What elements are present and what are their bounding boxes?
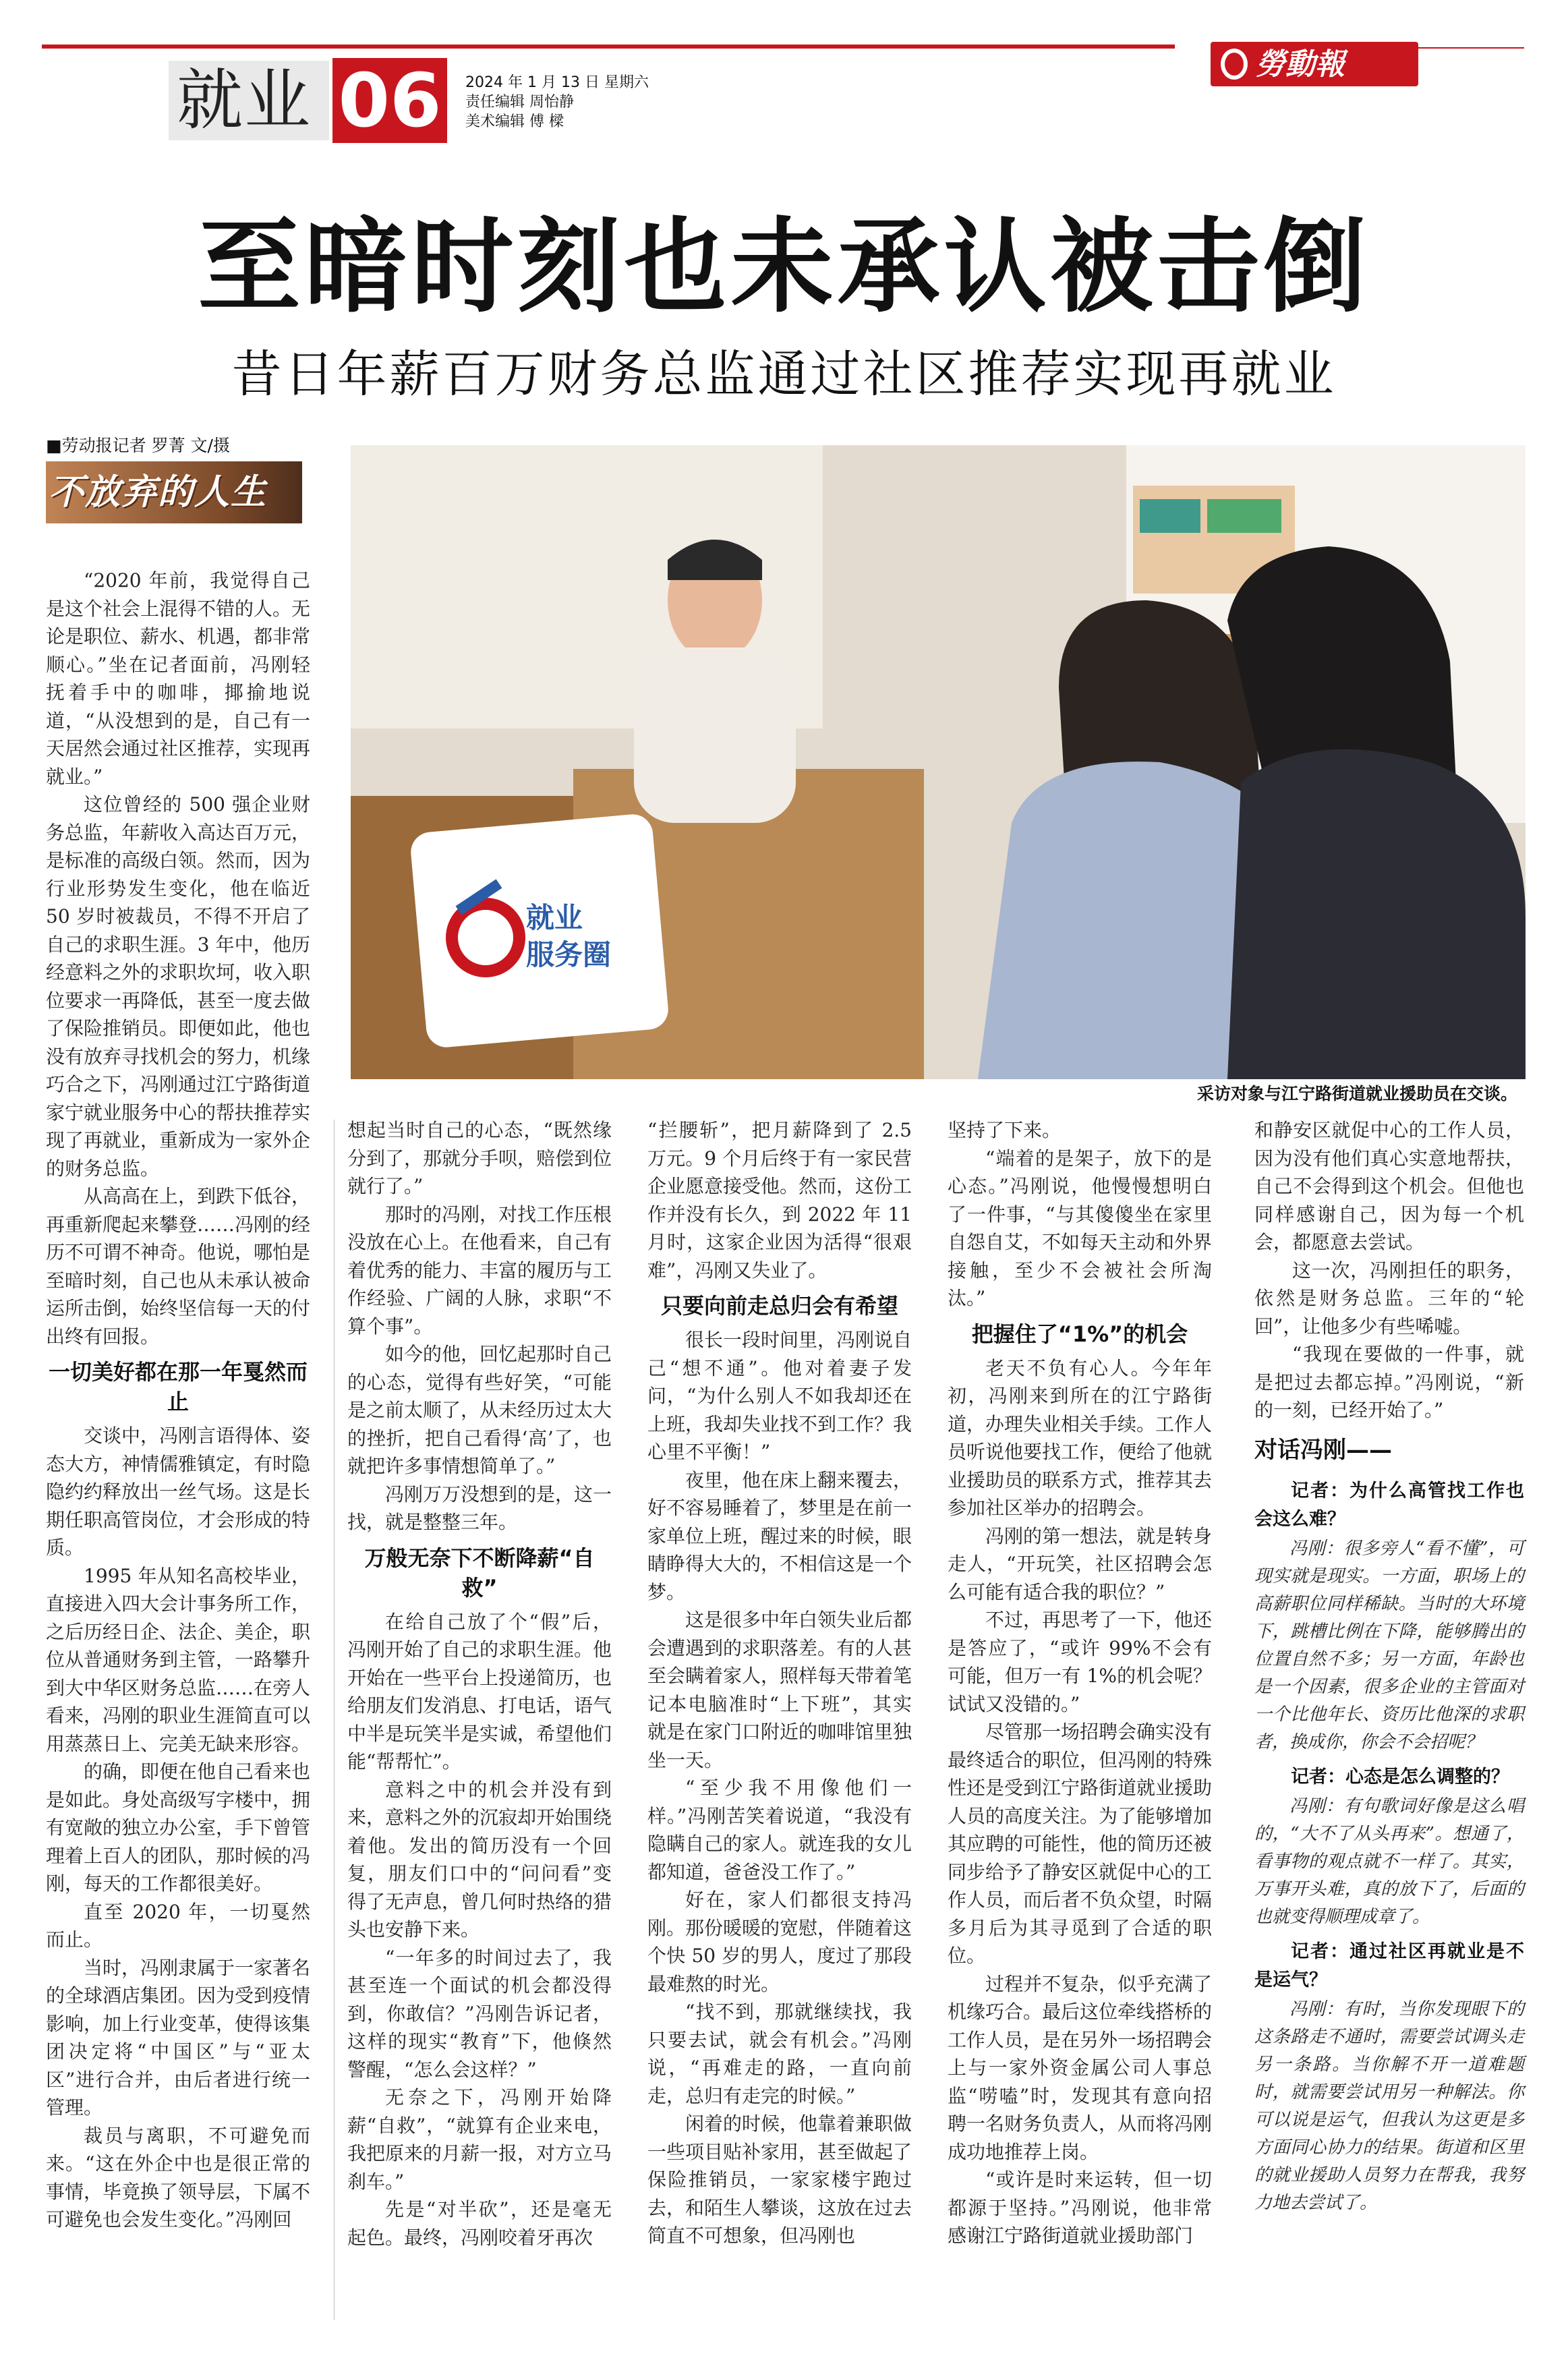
paragraph: 这是很多中年白领失业后都会遭遇到的求职落差。有的人甚至会瞒着家人，照样每天带着笔记本电脑准时“上下班”，其实就是在家门口附近的咖啡馆里独坐一天。: [647, 1609, 912, 1771]
page-number: 06: [338, 57, 442, 144]
paragraph: 如今的他，回忆起那时自己的心态，觉得有些好笑，“可能是之前太顺了，从未经历过太大的挫折，把自己看得‘高’了，也就把许多事情想简单了。”: [347, 1343, 612, 1477]
paragraph: 过程并不复杂，似乎充满了机缘巧合。最后这位牵线搭桥的工作人员，是在另外一场招聘会上与一家外资金属公司人事总监“唠嗑”时，发现其有意向招聘一名财务负责人，从而将冯刚成功地推荐上岗。: [948, 1972, 1213, 2163]
paragraph: 和静安区就促中心的工作人员，因为没有他们真心实意地帮扶，自己不会得到这个机会。但他也同样感谢自己，因为每一个机会，都愿意去尝试。: [1254, 1119, 1524, 1253]
qa-question: 记者：为什么高管找工作也会这么难？: [1254, 1480, 1524, 1530]
qa-section-title: 对话冯刚——: [1254, 1436, 1392, 1464]
paragraph: “2020 年前，我觉得自己是这个社会上混得不错的人。无论是职位、薪水、机遇，都非常顺心。”坐在记者面前，冯刚轻抚着手中的咖啡，揶揄地说道，“从没想到的是，自己有一天居然会通过社区推荐，实现再就业。”: [46, 569, 311, 788]
paragraph: 冯刚万万没想到的是，这一找，就是整整三年。: [347, 1483, 612, 1533]
section-heading: 只要向前走总归会有希望: [660, 1293, 898, 1319]
paragraph: 先是“对半砍”，还是毫无起色。最终，冯刚咬着牙再次: [347, 2198, 612, 2249]
paragraph: “或许是时来运转，但一切都源于坚持。”冯刚说，他非常感谢江宁路街道就业援助部门: [948, 2168, 1212, 2247]
paragraph: 1995 年从知名高校毕业，直接进入四大会计事务所工作，之后历经日企、法企、美企，职位从普通财务到主管，一路攀升到大中华区财务总监……在旁人看来，冯刚的职业生涯简直可以用蒸蒸日上、完美无缺来形容。: [46, 1564, 311, 1755]
paragraph: 无奈之下，冯刚开始降薪“自救”，“就算有企业来电，我把原来的月薪一报，对方立马刹车。”: [347, 2086, 612, 2193]
paragraph: 的确，即便在他自己看来也是如此。身处高级写字楼中，拥有宽敞的独立办公室，手下曾管理着上百人的团队，那时候的冯刚，每天的工作都很美好。: [46, 1760, 311, 1895]
paragraph: 意料之中的机会并没有到来，意料之外的沉寂却开始围绕着他。发出的简历没有一个回复，朋友们口中的“问问看”变得了无声息，曾几何时热络的猎头也安静下来。: [347, 1778, 612, 1941]
paragraph: “拦腰斩”，把月薪降到了 2.5 万元。9 个月后终于有一家民营企业愿意接受他。然而，这份工作并没有长久，到 2022 年 11 月时，这家企业因为活得“很艰难”，冯刚又失业了。: [647, 1119, 912, 1282]
paragraph: 好在，家人们都很支持冯刚。那份暖暖的宽慰，伴随着这个快 50 岁的男人，度过了那段最难熬的时光。: [647, 1889, 912, 1995]
paragraph: “找不到，那就继续找，我只要去试，就会有机会。”冯刚说，“再难走的路，一直向前走，总归有走完的时候。”: [647, 2001, 912, 2107]
section-heading: 把握住了“1%”的机会: [971, 1321, 1188, 1347]
paragraph: 很长一段时间里，冯刚说自己“想不通”。他对着妻子发问，“为什么别人不如我却还在上班，我却失业找不到工作？我心里不平衡！”: [647, 1329, 912, 1463]
paragraph: 这位曾经的 500 强企业财务总监，年薪收入高达百万元，是标准的高级白领。然而，因为行业形势发生变化，他在临近 50 岁时被裁员，不得不开启了自己的求职生涯。3 年中，他历经意料之外的求职坎坷，收入职位要求一再降低，甚至一度去做了保险推销员。即便如此，他也没有放弃寻找机会的努力，机缘巧合之下，冯刚通过江宁路街道家宁就业服务中心的帮扶推荐实现了再就业，重新成为一家外企的财务总监。: [46, 793, 311, 1180]
paragraph: “端着的是架子，放下的是心态。”冯刚说，他慢慢想明白了一件事，“与其傻傻坐在家里自怨自艾，不如每天主动和外界接触，至少不会被社会所淘汰。”: [948, 1147, 1213, 1309]
photo-caption: 采访对象与江宁路街道就业援助员在交谈。: [1196, 1084, 1517, 1103]
paragraph: 当时，冯刚隶属于一家著名的全球酒店集团。因为受到疫情影响，加上行业变革，使得该集团决定将“中国区”与“亚太区”进行合并，由后者进行统一管理。: [46, 1956, 311, 2119]
column-banner-title: 不放弃的人生: [49, 471, 268, 513]
photo-illustration: [351, 445, 1526, 1079]
paragraph: 裁员与离职，不可避免而来。“这在外企中也是很正常的事情，毕竟换了领导层，下属不可避免也会发生变化。”冯刚回: [46, 2124, 311, 2231]
paragraph: 坚持了下来。: [948, 1119, 1062, 1141]
paragraph: 交谈中，冯刚言语得体、姿态大方，神情儒雅镇定，有时隐隐约约释放出一丝气场。这是长期任职高管岗位，才会形成的特质。: [46, 1425, 311, 1559]
article-column-4: [948, 1116, 1212, 2250]
top-rule: [42, 45, 1175, 49]
paragraph: 这一次，冯刚担任的职务，依然是财务总监。三年的“轮回”，让他多少有些唏嘘。: [1254, 1259, 1524, 1338]
article-column-2: [347, 1116, 612, 2251]
paragraph: “至少我不用像他们一样。”冯刚苦笑着说道，“我没有隐瞒自己的家人。就连我的女儿都知道，爸爸没工作了。”: [647, 1777, 912, 1883]
paragraph: 想起当时自己的心态，“既然缘分到了，那就分手呗，赔偿到位就行了。”: [347, 1119, 612, 1197]
headline: 至暗时刻也未承认被击倒: [198, 206, 1370, 326]
paragraph: “一年多的时间过去了，我甚至连一个面试的机会都没得到，你敢信？”冯刚告诉记者，这样的现实“教育”下，他倏然警醒，“怎么会这样？”: [347, 1946, 612, 2081]
section-heading: 万般无奈下不断降薪“自救”: [364, 1545, 595, 1601]
paragraph: 尽管那一场招聘会确实没有最终适合的职位，但冯刚的特殊性还是受到江宁路街道就业援助人员的高度关注。为了能够增加其应聘的可能性，他的简历还被同步给予了静安区就促中心的工作人员，而后者不负众望，时隔多月后为其寻觅到了合适的职位。: [948, 1721, 1213, 1967]
article-column-1: [46, 567, 310, 2234]
paragraph: 从高高在上，到跌下低谷，再重新爬起来攀登……冯刚的经历不可谓不神奇。他说，哪怕是至暗时刻，自己也从未承认被命运所击倒，始终坚信每一天的付出终有回报。: [46, 1185, 311, 1348]
paragraph: 那时的冯刚，对找工作压根没放在心上。在他看来，自己有着优秀的能力、丰富的履历与工作经验、广阔的人脉，求职“不算个事”。: [347, 1203, 612, 1338]
newspaper-name: 勞動報: [1256, 47, 1345, 82]
masthead-meta: [465, 73, 649, 132]
paragraph: 直至 2020 年，一切戛然而止。: [46, 1900, 310, 1951]
date-line: 2024 年 1 月 13 日 星期六: [465, 74, 649, 91]
photo-sign-text-2: 服务圈: [526, 938, 612, 971]
article-column-5: [1254, 1116, 1524, 2217]
subheadline: 昔日年薪百万财务总监通过社区推荐实现再就业: [231, 345, 1337, 403]
photo-sign-text-1: 就业: [526, 901, 583, 934]
qa-question: 记者：心态是怎么调整的？: [1291, 1766, 1509, 1787]
paragraph: 老天不负有心人。今年年初，冯刚来到所在的江宁路街道，办理失业相关手续。工作人员听说他要找工作，便给了他就业援助员的联系方式，推荐其去参加社区举办的招聘会。: [948, 1356, 1213, 1519]
interview-photo: [351, 445, 1526, 1079]
paragraph: 冯刚的第一想法，就是转身走人，“开玩笑，社区招聘会怎么可能有适合我的职位？”: [948, 1524, 1213, 1603]
paragraph: 闲着的时候，他靠着兼职做一些项目贴补家用，甚至做起了保险推销员，一家家楼宇跑过去，和陌生人攀谈，这放在过去简直不可想象，但冯刚也: [647, 2113, 912, 2247]
qa-question: 记者：通过社区再就业是不是运气？: [1254, 1941, 1524, 1990]
designer-line: 美术编辑 傅 樑: [465, 113, 564, 130]
article-column-3: [647, 1116, 912, 2250]
qa-answer: 冯刚：很多旁人“看不懂”，可现实就是现实。一方面，职场上的高薪职位同样稀缺。当时的大环境下，跳槽比例在下降，能够腾出的位置自然不多；另一方面，年龄也是一个因素，很多企业的主管面对一个比他年长、资历比他深的求职者，换成你，你会不会招呢？: [1254, 1538, 1524, 1752]
paragraph: 在给自己放了个“假”后，冯刚开始了自己的求职生涯。他开始在一些平台上投递简历，也给朋友们发消息、打电话，语气中半是玩笑半是实诚，希望他们能“帮帮忙”。: [347, 1610, 612, 1773]
logo-mark-icon: [1221, 49, 1248, 80]
column-divider: [334, 1120, 335, 2320]
editor-line: 责任编辑 周怡静: [465, 94, 574, 111]
qa-answer: 冯刚：有时，当你发现眼下的这条路走不通时，需要尝试调头走另一条路。当你解不开一道难题时，就需要尝试用另一种解法。你可以说是运气，但我认为这更是多方面同心协力的结果。街道和区里的就业援助人员努力在帮我，我努力地去尝试了。: [1254, 1999, 1524, 2213]
section-heading: 一切美好都在那一年戛然而止: [48, 1359, 308, 1414]
paragraph: “我现在要做的一件事，就是把过去都忘掉。”冯刚说，“新的一刻，已经开始了。”: [1254, 1343, 1524, 1421]
qa-answer: 冯刚：有句歌词好像是这么唱的，“大不了从头再来”。想通了，看事物的观点就不一样了。其实，万事开头难，真的放下了，后面的也就变得顺理成章了。: [1254, 1795, 1524, 1927]
paragraph: 不过，再思考了一下，他还是答应了，“或许 99%不会有可能，但万一有 1%的机会呢？试试又没错的。”: [948, 1609, 1213, 1715]
section-name: 就业: [177, 62, 312, 139]
byline: ■劳动报记者 罗菁 文/摄: [46, 436, 230, 455]
paragraph: 夜里，他在床上翻来覆去，好不容易睡着了，梦里是在前一家单位上班，醒过来的时候，眼睛睁得大大的，不相信这是一个梦。: [647, 1468, 912, 1603]
